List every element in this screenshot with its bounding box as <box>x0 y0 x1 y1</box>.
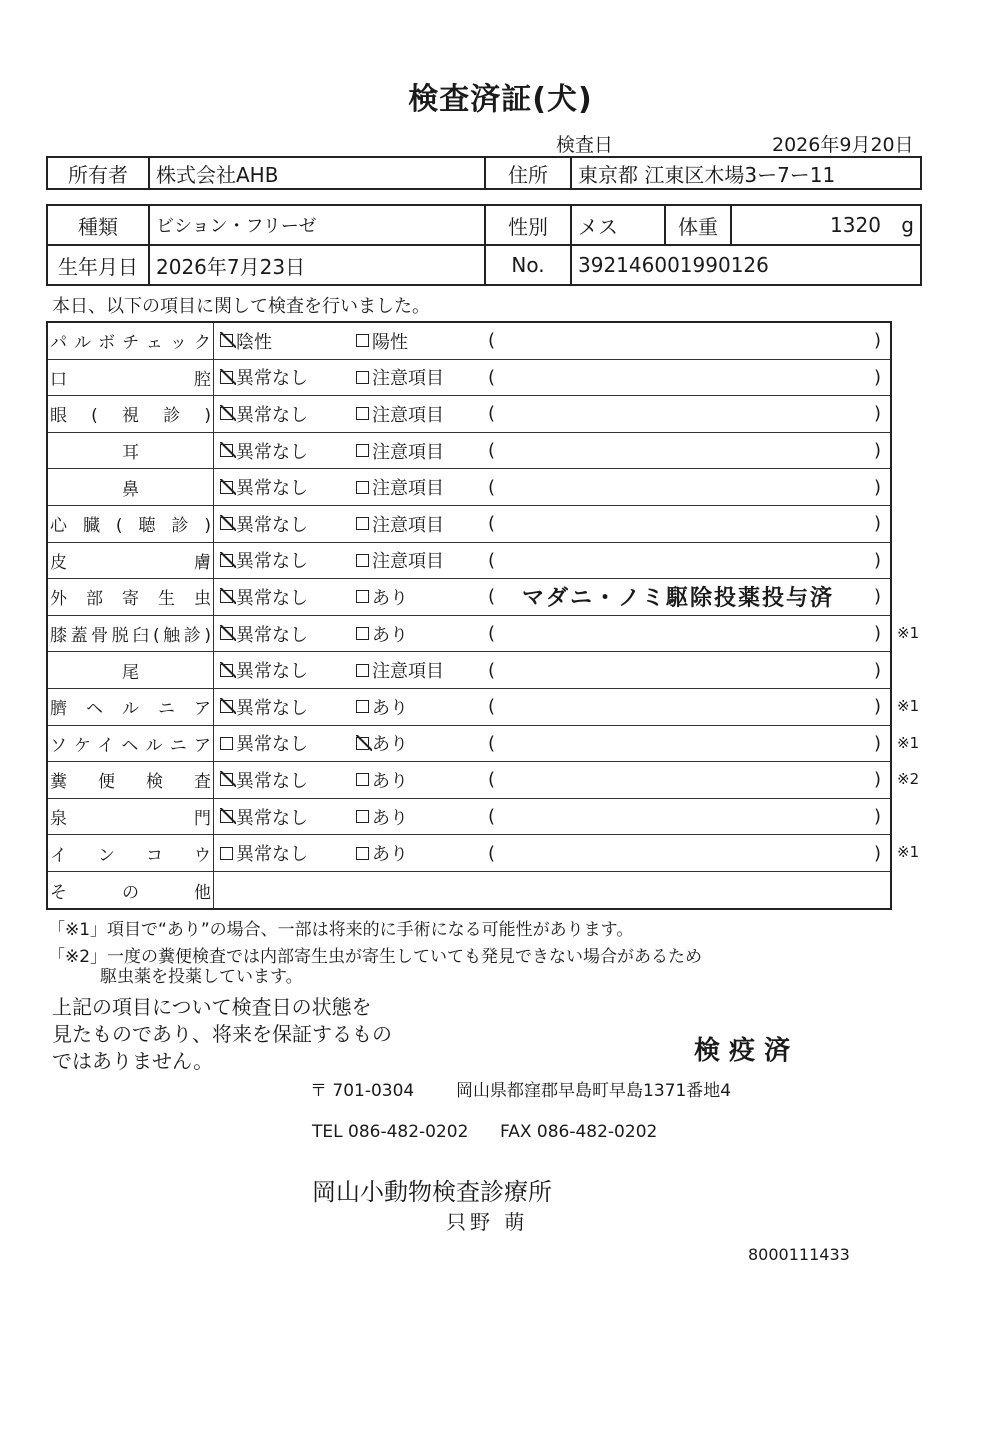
exam-item-label <box>48 506 214 542</box>
paren-open: ( <box>488 769 496 791</box>
option-label: 陰性 <box>236 331 272 353</box>
weight-label: 体重 <box>665 205 731 245</box>
clinic-address: 岡山県都窪郡早島町早島1371番地4 <box>456 1081 732 1101</box>
checkbox-icon[interactable] <box>220 847 233 860</box>
owner-label: 所有者 <box>47 157 149 189</box>
checkbox-icon[interactable] <box>356 371 369 384</box>
exam-item-text: 心臓(聴診) <box>50 516 211 537</box>
option-normal <box>220 579 308 615</box>
paren-close: ) <box>874 623 882 645</box>
checkbox-icon[interactable] <box>356 554 369 567</box>
option-normal <box>220 616 308 652</box>
option-label: あり <box>372 587 408 609</box>
option-abnormal <box>356 762 408 798</box>
breed-label: 種類 <box>47 205 149 245</box>
exam-row <box>48 799 890 836</box>
paren-close: ) <box>874 842 882 864</box>
weight-value: 1320 <box>830 213 881 237</box>
exam-item-label <box>48 579 214 615</box>
exam-item-label <box>48 762 214 798</box>
checked-box-icon[interactable] <box>220 334 233 347</box>
paren-close: ) <box>874 440 882 462</box>
option-label: 異常なし <box>236 697 308 719</box>
exam-item-label <box>48 799 214 835</box>
option-label: 異常なし <box>236 478 308 500</box>
checkbox-icon[interactable] <box>356 700 369 713</box>
exam-item-text: 泉門 <box>50 809 211 830</box>
option-normal <box>220 835 308 871</box>
option-normal <box>220 360 308 396</box>
exam-item-text: パルボチェック <box>50 333 211 354</box>
disclaimer-line: ではありません。 <box>52 1049 214 1073</box>
paren-open: ( <box>488 549 496 571</box>
quarantine-stamp: 検 疫 済 <box>694 1036 791 1066</box>
paren-close: ) <box>874 696 882 718</box>
exam-item-text: インコウ <box>50 845 211 866</box>
paren-open: ( <box>488 330 496 352</box>
option-normal <box>220 652 308 688</box>
exam-item-text: 臍ヘルニア <box>50 699 211 720</box>
document-title: 検査済証(犬) <box>408 82 593 117</box>
option-label: 異常なし <box>236 770 308 792</box>
footnote-marker: ※2 <box>897 770 920 789</box>
exam-row <box>48 579 890 616</box>
weight-unit: g <box>901 213 914 237</box>
option-label: 異常なし <box>236 551 308 573</box>
exam-row <box>48 360 890 397</box>
exam-row <box>48 616 890 653</box>
option-abnormal <box>356 323 408 359</box>
option-abnormal <box>356 579 408 615</box>
checkbox-icon[interactable] <box>356 590 369 603</box>
checkbox-icon[interactable] <box>220 737 233 750</box>
option-label: 異常なし <box>236 807 308 829</box>
checked-box-icon[interactable] <box>220 444 233 457</box>
paren-open: ( <box>488 513 496 535</box>
checkbox-icon[interactable] <box>356 773 369 786</box>
checked-box-icon[interactable] <box>356 737 369 750</box>
exam-item-label <box>48 543 214 579</box>
option-label: 注意項目 <box>372 368 444 390</box>
birth-value: 2026年7月23日 <box>149 245 485 285</box>
footnote-1: 「※1」項目で“あり”の場合、一部は将来的に手術になる可能性があります。 <box>48 920 634 940</box>
pet-table <box>46 204 922 286</box>
paren-close: ) <box>874 330 882 352</box>
option-abnormal <box>356 506 444 542</box>
option-label: あり <box>372 807 408 829</box>
option-label: 異常なし <box>236 441 308 463</box>
option-label: 異常なし <box>236 368 308 390</box>
paren-open: ( <box>488 623 496 645</box>
option-normal <box>220 323 272 359</box>
checked-box-icon[interactable] <box>220 371 233 384</box>
sex-value: メス <box>571 205 665 245</box>
checkbox-icon[interactable] <box>356 444 369 457</box>
exam-item-label <box>48 872 214 909</box>
exam-item-text: 口腔 <box>50 369 211 390</box>
exam-row <box>48 543 890 580</box>
exam-item-label <box>48 469 214 505</box>
exam-item-label <box>48 835 214 871</box>
address-value: 東京都 江東区木場3ー7ー11 <box>571 157 921 189</box>
option-abnormal <box>356 433 444 469</box>
weight-cell <box>731 205 921 245</box>
exam-row <box>48 872 890 909</box>
footnote-marker: ※1 <box>897 697 920 715</box>
paren-close: ) <box>874 366 882 388</box>
option-label: 注意項目 <box>372 441 444 463</box>
exam-items-table <box>46 321 892 910</box>
exam-item-text: 膝蓋骨脱臼(触診) <box>50 626 211 647</box>
option-abnormal <box>356 799 408 835</box>
exam-row <box>48 506 890 543</box>
exam-item-text: 耳 <box>122 443 139 464</box>
exam-row <box>48 469 890 506</box>
option-abnormal <box>356 543 444 579</box>
exam-item-label <box>48 616 214 652</box>
paren-close: ) <box>874 513 882 535</box>
footnote-2-line1: 「※2」一度の糞便検査では内部寄生虫が寄生していても発見できない場合があるため <box>48 947 703 967</box>
exam-row <box>48 835 890 872</box>
exam-item-text: 糞便検査 <box>50 772 211 793</box>
intro-text: 本日、以下の項目に関して検査を行いました。 <box>52 296 430 317</box>
exam-item-label <box>48 360 214 396</box>
exam-item-label <box>48 396 214 432</box>
option-label: あり <box>372 734 408 756</box>
doctor-name: 只野 萌 <box>446 1210 529 1234</box>
option-normal <box>220 433 308 469</box>
paren-close: ) <box>874 769 882 791</box>
exam-item-label <box>48 652 214 688</box>
option-normal <box>220 689 308 725</box>
checkbox-icon[interactable] <box>356 847 369 860</box>
exam-row <box>48 396 890 433</box>
paren-close: ) <box>874 403 882 425</box>
exam-item-text: その他 <box>50 882 211 903</box>
paren-open: ( <box>488 659 496 681</box>
fax: FAX 086-482-0202 <box>500 1122 658 1142</box>
option-abnormal <box>356 616 408 652</box>
exam-item-label <box>48 726 214 762</box>
option-abnormal <box>356 835 408 871</box>
footnote-marker: ※1 <box>897 843 920 862</box>
clinic-name: 岡山小動物検査診療所 <box>312 1178 552 1206</box>
paren-close: ) <box>874 549 882 571</box>
checkbox-icon[interactable] <box>356 810 369 823</box>
option-label: 異常なし <box>236 661 308 683</box>
no-value: 392146001990126 <box>571 245 921 285</box>
exam-item-text: 皮膚 <box>50 552 211 573</box>
postal-code: 〒 701-0304 <box>310 1081 415 1101</box>
option-normal <box>220 506 308 542</box>
paren-open: ( <box>488 403 496 425</box>
breed-value: ビション・フリーゼ <box>149 205 485 245</box>
owner-value: 株式会社AHB <box>149 157 485 189</box>
footnote-marker: ※1 <box>897 733 920 752</box>
option-normal <box>220 469 308 505</box>
exam-row <box>48 726 890 763</box>
exam-row <box>48 689 890 726</box>
option-label: あり <box>372 770 408 792</box>
option-normal <box>220 799 308 835</box>
exam-item-text: 外部寄生虫 <box>50 589 211 610</box>
exam-row <box>48 652 890 689</box>
option-label: 注意項目 <box>372 514 444 536</box>
checkbox-icon[interactable] <box>356 627 369 640</box>
option-label: 注意項目 <box>372 404 444 426</box>
option-label: 異常なし <box>236 734 308 756</box>
option-label: 異常なし <box>236 404 308 426</box>
tel: TEL 086-482-0202 <box>312 1122 469 1142</box>
option-abnormal <box>356 689 408 725</box>
option-abnormal <box>356 469 444 505</box>
paren-open: ( <box>488 440 496 462</box>
checkbox-icon[interactable] <box>356 334 369 347</box>
checked-box-icon[interactable] <box>220 554 233 567</box>
option-label: 注意項目 <box>372 551 444 573</box>
option-label: あり <box>372 697 408 719</box>
sex-label: 性別 <box>485 205 571 245</box>
checkbox-icon[interactable] <box>356 664 369 677</box>
exam-date-label: 検査日 <box>556 134 614 156</box>
checkbox-icon[interactable] <box>356 481 369 494</box>
exam-item-text: 眼(視診) <box>50 406 211 427</box>
paren-close: ) <box>874 732 882 754</box>
checked-box-icon[interactable] <box>220 517 233 530</box>
paren-close: ) <box>874 586 882 608</box>
option-normal <box>220 762 308 798</box>
option-label: あり <box>372 844 408 866</box>
option-label: 陽性 <box>372 331 408 353</box>
checked-box-icon[interactable] <box>220 664 233 677</box>
option-label: 注意項目 <box>372 478 444 500</box>
checkbox-icon[interactable] <box>356 407 369 420</box>
option-label: 異常なし <box>236 844 308 866</box>
option-abnormal <box>356 652 444 688</box>
exam-item-label <box>48 433 214 469</box>
disclaimer <box>52 994 392 1075</box>
option-label: 異常なし <box>236 624 308 646</box>
disclaimer-line: 見たものであり、将来を保証するもの <box>52 1022 392 1046</box>
option-label: 異常なし <box>236 587 308 609</box>
paren-close: ) <box>874 476 882 498</box>
exam-row <box>48 433 890 470</box>
checked-box-icon[interactable] <box>220 810 233 823</box>
checked-box-icon[interactable] <box>220 627 233 640</box>
birth-label: 生年月日 <box>47 245 149 285</box>
exam-item-text: ソケイヘルニア <box>50 735 211 756</box>
exam-item-label <box>48 323 214 359</box>
option-abnormal <box>356 396 444 432</box>
checked-box-icon[interactable] <box>220 773 233 786</box>
exam-row <box>48 762 890 799</box>
paren-open: ( <box>488 586 496 608</box>
checked-box-icon[interactable] <box>220 590 233 603</box>
exam-row <box>48 323 890 360</box>
exam-date: 2026年9月20日 <box>772 134 914 156</box>
paren-open: ( <box>488 476 496 498</box>
document-number: 8000111433 <box>748 1245 850 1264</box>
option-normal <box>220 726 308 762</box>
address-label: 住所 <box>485 157 571 189</box>
no-label: No. <box>485 245 571 285</box>
option-normal <box>220 543 308 579</box>
owner-table <box>46 156 922 190</box>
checked-box-icon[interactable] <box>220 407 233 420</box>
paren-open: ( <box>488 842 496 864</box>
checkbox-icon[interactable] <box>356 517 369 530</box>
option-abnormal <box>356 726 408 762</box>
remarks-text: マダニ・ノミ駆除投薬投与済 <box>522 586 835 612</box>
paren-open: ( <box>488 696 496 718</box>
paren-close: ) <box>874 806 882 828</box>
paren-open: ( <box>488 366 496 388</box>
checked-box-icon[interactable] <box>220 481 233 494</box>
paren-open: ( <box>488 732 496 754</box>
footnote-2-line2: 駆虫薬を投薬しています。 <box>100 967 303 987</box>
exam-item-text: 尾 <box>122 662 139 683</box>
exam-item-text: 鼻 <box>122 479 139 500</box>
option-label: 注意項目 <box>372 661 444 683</box>
option-label: 異常なし <box>236 514 308 536</box>
paren-close: ) <box>874 659 882 681</box>
exam-item-label <box>48 689 214 725</box>
option-label: あり <box>372 624 408 646</box>
checked-box-icon[interactable] <box>220 700 233 713</box>
option-normal <box>220 396 308 432</box>
disclaimer-line: 上記の項目について検査日の状態を <box>52 995 372 1019</box>
footnote-marker: ※1 <box>897 623 920 642</box>
paren-open: ( <box>488 806 496 828</box>
option-abnormal <box>356 360 444 396</box>
